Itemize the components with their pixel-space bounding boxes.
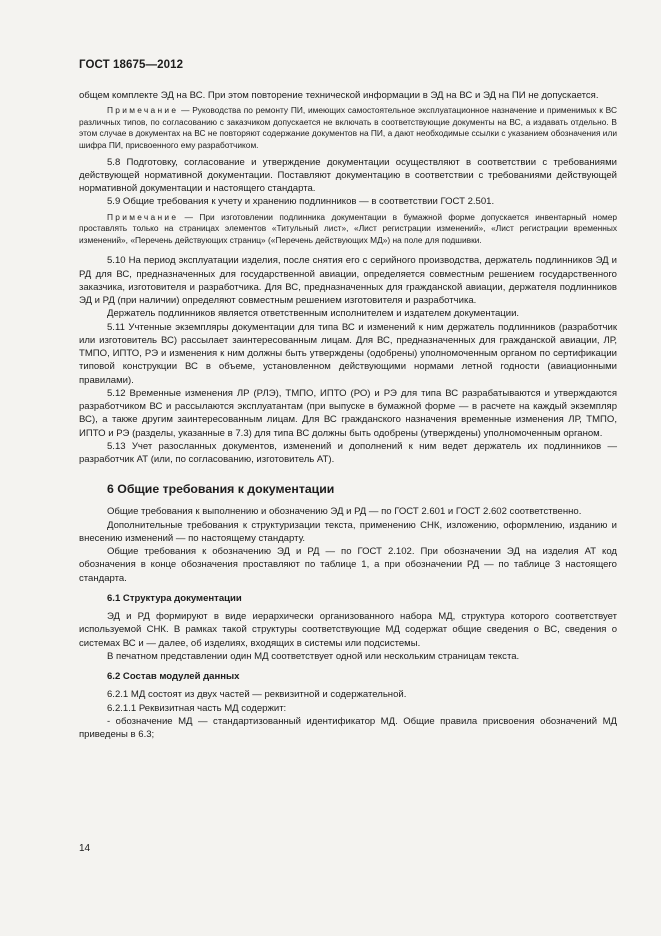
section-6-paragraph: Общие требования к выполнению и обозначению ЭД и РД — по ГОСТ 2.601 и ГОСТ 2.602 соответственно. [107, 506, 582, 518]
page-content [79, 89, 617, 741]
clause-5-12: 5.12 Временные изменения ЛР (РЛЭ), ТМПО, ИПТО (РО) и РЭ для типа ВС разрабатываются и утверждаются разработчиком ВС и рассылаются эксплуатантам (при выпуске в бумажной форме — в расчете на каждый экземпляр ВС), а также другим заинтересованным лицам. Для ВС гражданского назначения временные изменения ЛР, ТМПО, ИПТО и РЭ (разделы, указанные в 7.3) для типа ВС должны быть одобрены (утверждены) уполномоченным органом. [79, 387, 617, 439]
subsection-6-1-title: 6.1 Структура документации [107, 592, 242, 604]
page-header-standard-number: ГОСТ 18675—2012 [79, 59, 184, 71]
paragraph-continuation: общем комплекте ЭД на ВС. При этом повторение технической информации в ЭД на ВС и ЭД на ПИ не допускается. [79, 90, 599, 101]
subsection-6-1-paragraph: ЭД и РД формируют в виде иерархически организованного набора МД, структура которого соответствует используемой СНК. В рамках такой структуры соответствующие МД содержат общие сведения о ВС, сведения о системах ВС и — далее, об изделиях, входящих в системы или подсистемы. [79, 611, 617, 649]
clause-6-2-1: 6.2.1 МД состоят из двух частей — реквизитной и содержательной. [107, 689, 407, 701]
note-paragraph [79, 105, 617, 151]
subsection-6-1-paragraph: В печатном представлении один МД соответствует одной или нескольким страницам текста. [107, 650, 520, 662]
note-paragraph [79, 212, 617, 247]
section-6-paragraph: Дополнительные требования к структуризации текста, применению СНК, изложению, оформлению, изданию и внесению изменений — по настоящему стандарту. [79, 519, 617, 544]
section-6-paragraph: Общие требования к обозначению ЭД и РД — по ГОСТ 2.102. При обозначении ЭД на изделия АТ код обозначения в конце обозначения проставляют по таблице 1, а при обозначении РД — по таблице 3 настоящего стандарта. [79, 546, 617, 584]
clause-5-8: 5.8 Подготовку, согласование и утверждение документации осуществляют в соответствии с требованиями действующей нормативной документации. Поставляют документацию в соответствии с требованиями действующей нормативной документации и настоящего стандарта. [79, 156, 617, 195]
page-number: 14 [79, 843, 91, 854]
clause-6-2-1-1: 6.2.1.1 Реквизитная часть МД содержит: [107, 702, 287, 714]
clause-5-9: 5.9 Общие требования к учету и хранению подлинников — в соответствии ГОСТ 2.501. [107, 196, 495, 208]
clause-5-10: 5.10 На период эксплуатации изделия, после снятия его с серийного производства, держатель подлинников ЭД и РД для ВС, предназначенных для государственной авиации, определяется совместным решением государственного заказчика, изготовителя и разработчика. Для ВС, предназначенных для гражданской авиации, держателя подлинников ЭД и РД (при наличии) определяют совместным решением изготовителя и разработчика. [79, 255, 617, 307]
subsection-6-2-title: 6.2 Состав модулей данных [107, 671, 240, 683]
note-text: — Руководства по ремонту ПИ, имеющих самостоятельное эксплуатационное назначение и применимых к ВС различных типов, по согласованию с заказчиком допускается не включать в соответствующие документы на ВС, а издавать отдельно. В этом случае в документах на ВС не повторяют содержание документов на ПИ, а дают необходимые ссылки с указанием обозначения или шифра ПИ, присвоенного ему разработчиком. [79, 105, 617, 151]
clause-5-11: 5.11 Учтенные экземпляры документации для типа ВС и изменений к ним держатель подлинников (разработчик или изготовитель ВС) рассылает заинтересованным лицам. Для ВС, предназначенных для гражданской авиации, ЛР, ТМПО, ИПТО, РЭ и изменения к ним должны быть утверждены (одобрены) уполномоченным органом по сертификации типовой конструкции ВС в объеме, установленном действующими нормами летной годности (авиационными правилами). [79, 321, 617, 386]
section-6-title: 6 Общие требования к документации [107, 482, 335, 497]
note-text: — При изготовлении подлинника документации в бумажной форме допускается инвентарный номер проставлять только на страницах элементов «Титульный лист», «Лист регистрации изменений», «Лист регистрации временных изменений», «Перечень действующих страниц» («Перечень действующих МД») на поле для подшивки. [79, 211, 617, 245]
list-item: - обозначение МД — стандартизованный идентификатор МД. Общие правила присвоения обозначений МД приведены в 6.3; [79, 715, 617, 741]
note-label: Примечание [107, 105, 179, 116]
clause-5-10-continued: Держатель подлинников является ответственным исполнителем и издателем документации. [107, 308, 520, 320]
clause-5-13: 5.13 Учет разосланных документов, изменений и дополнений к ним ведет держатель их подлинников — разработчик АТ (или, по согласованию, изготовитель АТ). [79, 440, 617, 466]
note-label: Примечание [107, 211, 179, 222]
